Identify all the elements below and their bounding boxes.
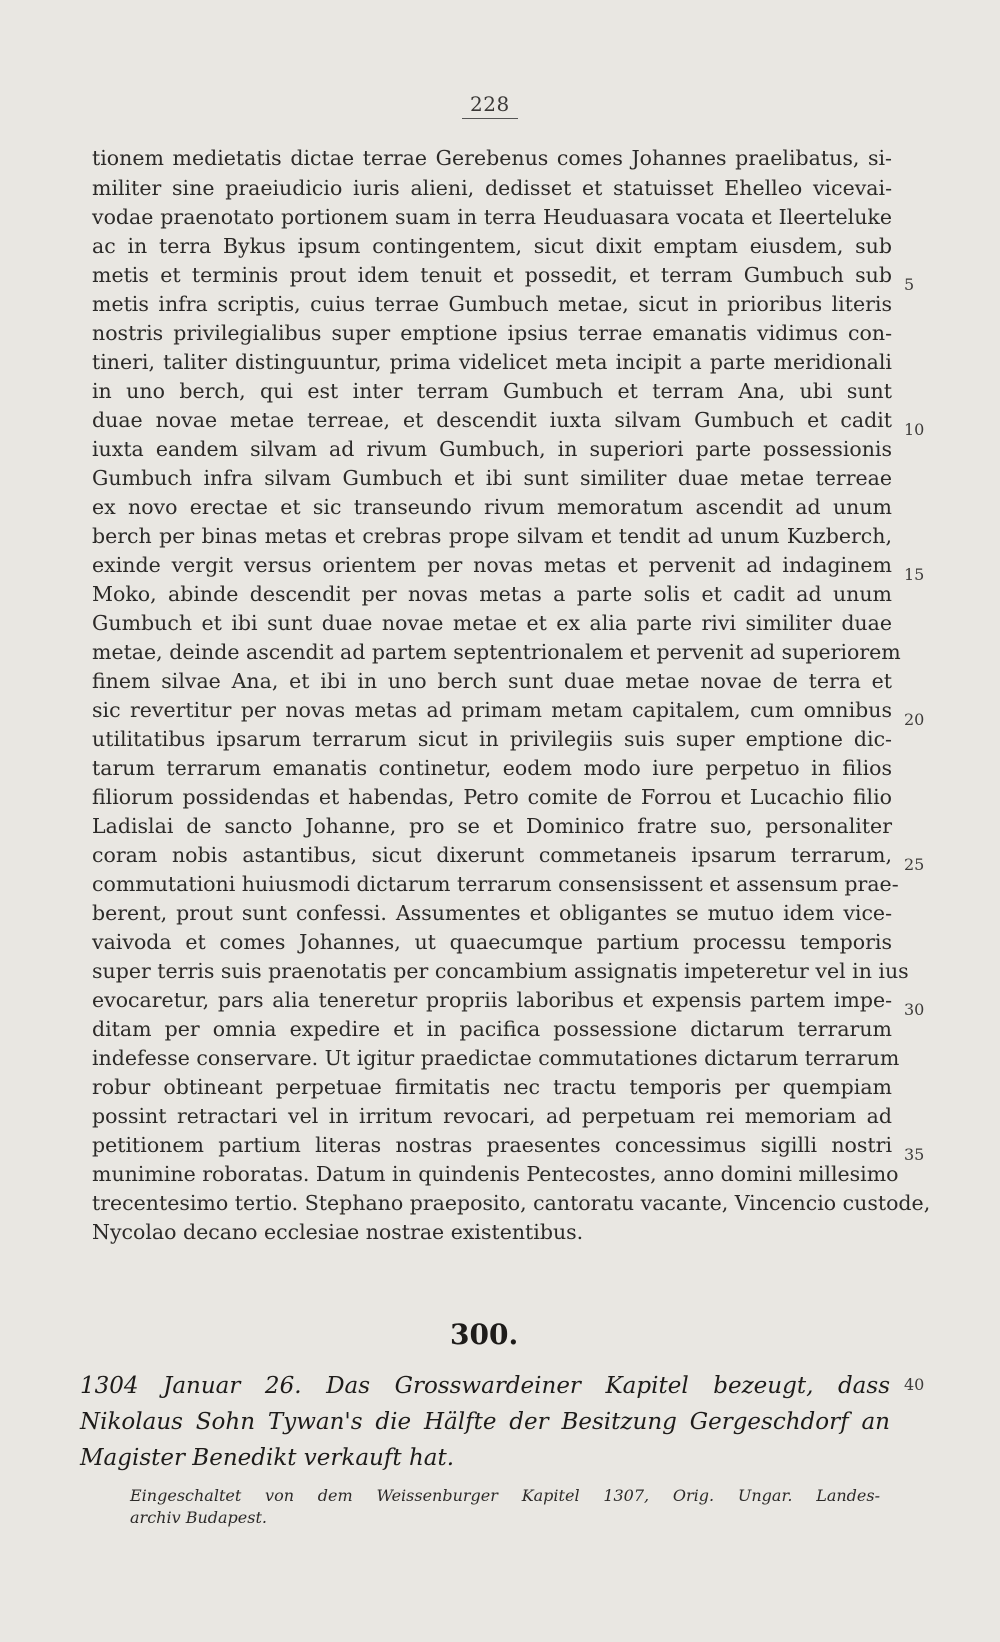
- line-number: 25: [904, 855, 925, 874]
- body-line: nostris privilegialibus super emptione ipsius terrae emanatis vidimus con-: [92, 321, 892, 345]
- body-line: tineri, taliter distinguuntur, prima videlicet meta incipit a parte meridionali: [92, 350, 892, 374]
- line-number: 40: [904, 1375, 925, 1394]
- body-line: berch per binas metas et crebras prope silvam et tendit ad unum Kuzberch,: [92, 524, 892, 548]
- body-line: tionem medietatis dictae terrae Gerebenus comes Johannes praelibatus, si-: [92, 146, 892, 170]
- body-line: utilitatibus ipsarum terrarum sicut in privilegiis suis super emptione dic-: [92, 727, 892, 751]
- body-line: exinde vergit versus orientem per novas metas et pervenit ad indaginem: [92, 553, 892, 577]
- body-line: petitionem partium literas nostras praesentes concessimus sigilli nostri: [92, 1133, 892, 1157]
- body-line: munimine roboratas. Datum in quindenis Pentecostes, anno domini millesimo: [92, 1162, 899, 1186]
- body-line: ditam per omnia expedire et in pacifica possessione dictarum terrarum: [92, 1017, 892, 1041]
- line-number: 30: [904, 1000, 925, 1019]
- body-line: possint retractari vel in irritum revocari, ad perpetuam rei memoriam ad: [92, 1104, 892, 1128]
- body-line: tarum terrarum emanatis continetur, eodem modo iure perpetuo in filios: [92, 756, 892, 780]
- body-line: Moko, abinde descendit per novas metas a parte solis et cadit ad unum: [92, 582, 892, 606]
- body-line: super terris suis praenotatis per concambium assignatis impeteretur vel in ius: [92, 959, 909, 983]
- body-line: evocaretur, pars alia teneretur propriis laboribus et expensis partem impe-: [92, 988, 892, 1012]
- body-line: metis et terminis prout idem tenuit et possedit, et terram Gumbuch sub: [92, 263, 892, 287]
- body-line: vodae praenotato portionem suam in terra Heuduasara vocata et Ileerteluke: [92, 205, 892, 229]
- body-line: iuxta eandem silvam ad rivum Gumbuch, in superiori parte possessionis: [92, 437, 892, 461]
- body-line: ac in terra Bykus ipsum contingentem, sicut dixit emptam eiusdem, sub: [92, 234, 892, 258]
- body-line: indefesse conservare. Ut igitur praedictae commutationes dictarum terrarum: [92, 1046, 900, 1070]
- body-line: militer sine praeiudicio iuris alieni, dedisset et statuisset Ehelleo vicevai-: [92, 176, 892, 200]
- body-line: vaivoda et comes Johannes, ut quaecumque partium processu temporis: [92, 930, 892, 954]
- body-line: Gumbuch et ibi sunt duae novae metae et ex alia parte rivi similiter duae: [92, 611, 892, 635]
- source-note-line: Eingeschaltet von dem Weissenburger Kapitel 1307, Orig. Ungar. Landes-: [130, 1486, 880, 1505]
- document-number: 300.: [450, 1318, 519, 1351]
- body-line: berent, prout sunt confessi. Assumentes et obligantes se mutuo idem vice-: [92, 901, 892, 925]
- body-line: coram nobis astantibus, sicut dixerunt commetaneis ipsarum terrarum,: [92, 843, 892, 867]
- body-line: in uno berch, qui est inter terram Gumbuch et terram Ana, ubi sunt: [92, 379, 892, 403]
- body-line: Nycolao decano ecclesiae nostrae existentibus.: [92, 1220, 584, 1244]
- regest-line: Nikolaus Sohn Tywan's die Hälfte der Besitzung Gergeschdorf an: [80, 1409, 890, 1435]
- page-number: 228: [462, 92, 518, 119]
- regest-line: 1304 Januar 26. Das Grosswardeiner Kapitel bezeugt, dass: [80, 1373, 890, 1399]
- line-number: 15: [904, 565, 925, 584]
- body-line: sic revertitur per novas metas ad primam metam capitalem, cum omnibus: [92, 698, 892, 722]
- body-line: robur obtineant perpetuae firmitatis nec tractu temporis per quempiam: [92, 1075, 892, 1099]
- body-line: commutationi huiusmodi dictarum terrarum consensissent et assensum prae-: [92, 872, 899, 896]
- body-line: filiorum possidendas et habendas, Petro comite de Forrou et Lucachio filio: [92, 785, 892, 809]
- line-number: 35: [904, 1145, 925, 1164]
- line-number: 10: [904, 420, 925, 439]
- body-line: ex novo erectae et sic transeundo rivum memoratum ascendit ad unum: [92, 495, 892, 519]
- body-line: metis infra scriptis, cuius terrae Gumbuch metae, sicut in prioribus literis: [92, 292, 892, 316]
- body-line: Ladislai de sancto Johanne, pro se et Dominico fratre suo, personaliter: [92, 814, 892, 838]
- line-number: 20: [904, 710, 925, 729]
- body-line: metae, deinde ascendit ad partem septentrionalem et pervenit ad superiorem: [92, 640, 901, 664]
- source-note-line: archiv Budapest.: [130, 1508, 267, 1527]
- body-line: trecentesimo tertio. Stephano praeposito, cantoratu vacante, Vincencio custode,: [92, 1191, 931, 1215]
- line-number: 5: [904, 275, 915, 294]
- regest-line: Magister Benedikt verkauft hat.: [80, 1445, 455, 1471]
- body-line: finem silvae Ana, et ibi in uno berch sunt duae metae novae de terra et: [92, 669, 892, 693]
- body-line: duae novae metae terreae, et descendit iuxta silvam Gumbuch et cadit: [92, 408, 892, 432]
- body-line: Gumbuch infra silvam Gumbuch et ibi sunt similiter duae metae terreae: [92, 466, 892, 490]
